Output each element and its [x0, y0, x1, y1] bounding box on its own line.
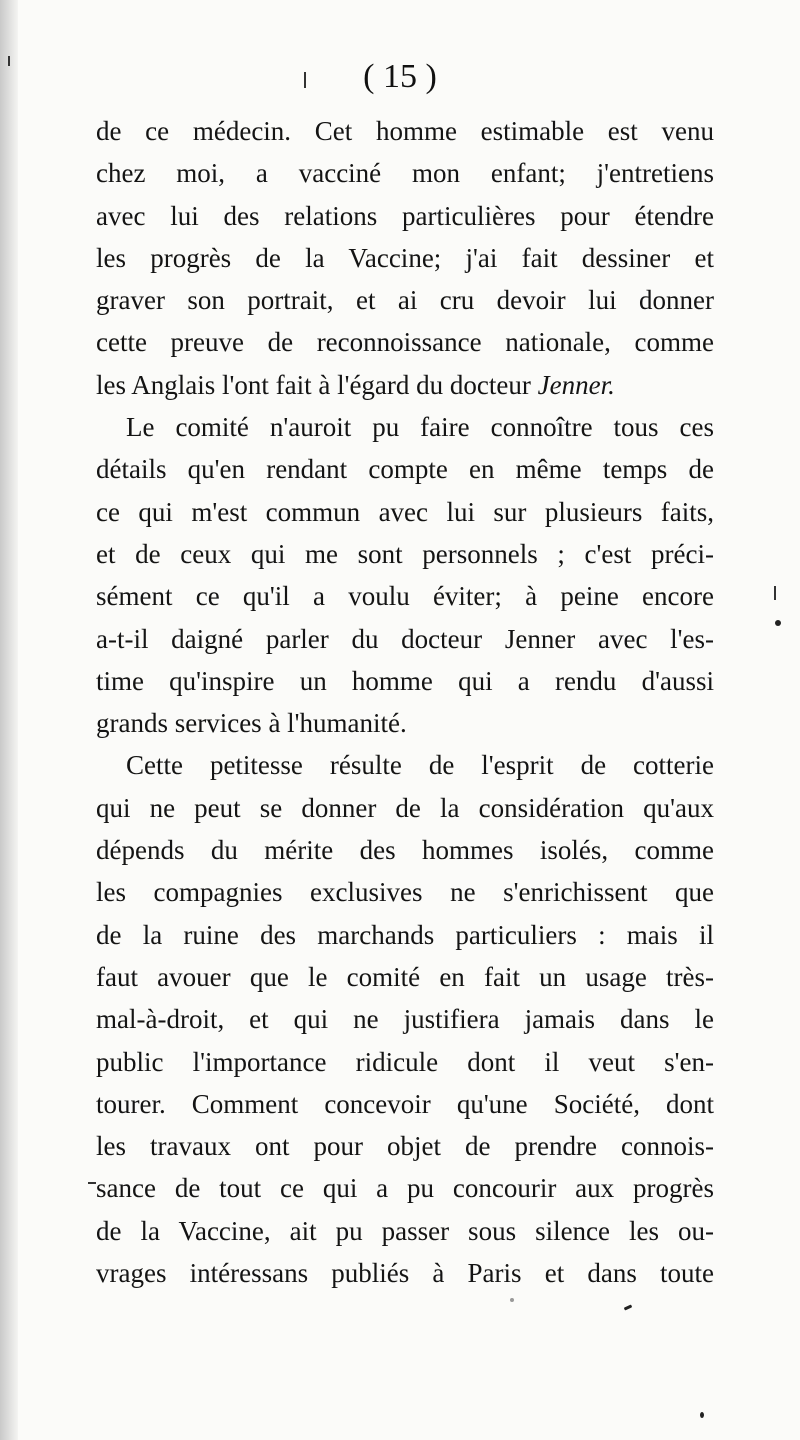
- text-line-content: public l'importance ridicule dont il veut s'en-: [96, 1046, 714, 1077]
- ink-mark: [774, 586, 776, 600]
- ink-mark: [8, 56, 10, 66]
- text-line-content: Cette petitesse résulte de l'esprit de cotterie: [126, 750, 714, 781]
- text-line: [96, 829, 714, 871]
- body-text: [96, 110, 714, 1294]
- text-line-content: graver son portrait, et ai cru devoir lui donner: [96, 285, 714, 316]
- text-line-content: de ce médecin. Cet homme estimable est venu: [96, 116, 714, 146]
- ink-speck: [624, 1304, 633, 1310]
- text-line: [96, 279, 714, 321]
- text-line: [96, 1252, 714, 1294]
- text-line-content: cette preuve de reconnoissance nationale, comme: [96, 327, 714, 358]
- text-line: [96, 998, 714, 1040]
- text-line-content: grands services à l'humanité.: [96, 708, 407, 739]
- text-line-content: a-t-il daigné parler du docteur Jenner avec l'es-: [96, 623, 714, 654]
- text-line: [96, 533, 714, 575]
- text-line-content: les travaux ont pour objet de prendre connois-: [96, 1131, 714, 1162]
- text-line: [96, 702, 714, 744]
- ink-speck: [510, 1298, 514, 1302]
- text-line: [96, 1210, 714, 1252]
- text-line: [96, 406, 714, 448]
- text-line: [96, 956, 714, 998]
- text-line: [96, 744, 714, 786]
- text-line: [96, 618, 714, 660]
- italic-name: Jenner.: [537, 369, 615, 400]
- text-line-content: sance de tout ce qui a pu concourir aux progrès: [96, 1173, 714, 1204]
- ink-mark: [88, 1182, 96, 1184]
- text-line: [96, 660, 714, 702]
- text-line: [96, 575, 714, 617]
- text-line: [96, 448, 714, 490]
- text-line: [96, 152, 714, 194]
- ink-mark: [304, 72, 306, 88]
- text-line-content: de la ruine des marchands particuliers : mais il: [96, 919, 714, 950]
- text-line-content: les compagnies exclusives ne s'enrichissent que: [96, 877, 714, 908]
- text-line-content: time qu'inspire un homme qui a rendu d'aussi: [96, 665, 714, 696]
- text-line-content: vrages intéressans publiés à Paris et dans toute: [96, 1258, 714, 1289]
- page-gutter-shadow: [0, 0, 18, 1440]
- text-line-content: mal-à-droit, et qui ne justifiera jamais dans le: [96, 1004, 714, 1035]
- text-line: [96, 1083, 714, 1125]
- text-line-content: et de ceux qui me sont personnels ; c'est préci-: [96, 538, 714, 569]
- page-number: ( 15 ): [363, 58, 437, 95]
- text-line: [96, 491, 714, 533]
- text-line-content: qui ne peut se donner de la considération qu'aux: [96, 792, 714, 823]
- text-line-content: les progrès de la Vaccine; j'ai fait dessiner et: [96, 242, 714, 273]
- ink-speck: [775, 620, 781, 626]
- text-line-content: les Anglais l'ont fait à l'égard du docteur: [96, 369, 538, 400]
- text-line-content: tourer. Comment concevoir qu'une Société, dont: [96, 1088, 714, 1119]
- text-line-content: dépends du mérite des hommes isolés, comme: [96, 835, 714, 866]
- text-line: [96, 1041, 714, 1083]
- ink-speck: [700, 1412, 704, 1418]
- text-line: [96, 364, 714, 406]
- text-line: [96, 914, 714, 956]
- text-line-content: avec lui des relations particulières pour étendre: [96, 200, 714, 231]
- text-line: [96, 195, 714, 237]
- text-line-content: Le comité n'auroit pu faire connoître tous ces: [126, 412, 714, 443]
- text-line-content: ce qui m'est commun avec lui sur plusieurs faits,: [96, 496, 714, 527]
- text-line: [96, 1125, 714, 1167]
- text-line-content: de la Vaccine, ait pu passer sous silence les ou-: [96, 1215, 714, 1246]
- text-line: [96, 1167, 714, 1209]
- text-line-content: faut avouer que le comité en fait un usage très-: [96, 961, 714, 992]
- text-line: [96, 237, 714, 279]
- text-line: [96, 110, 714, 152]
- text-line: [96, 787, 714, 829]
- text-line-content: chez moi, a vacciné mon enfant; j'entretiens: [96, 158, 714, 189]
- text-line: [96, 321, 714, 363]
- text-line: [96, 871, 714, 913]
- text-line-content: détails qu'en rendant compte en même temps de: [96, 454, 714, 485]
- text-line-content: sément ce qu'il a voulu éviter; à peine encore: [96, 581, 714, 612]
